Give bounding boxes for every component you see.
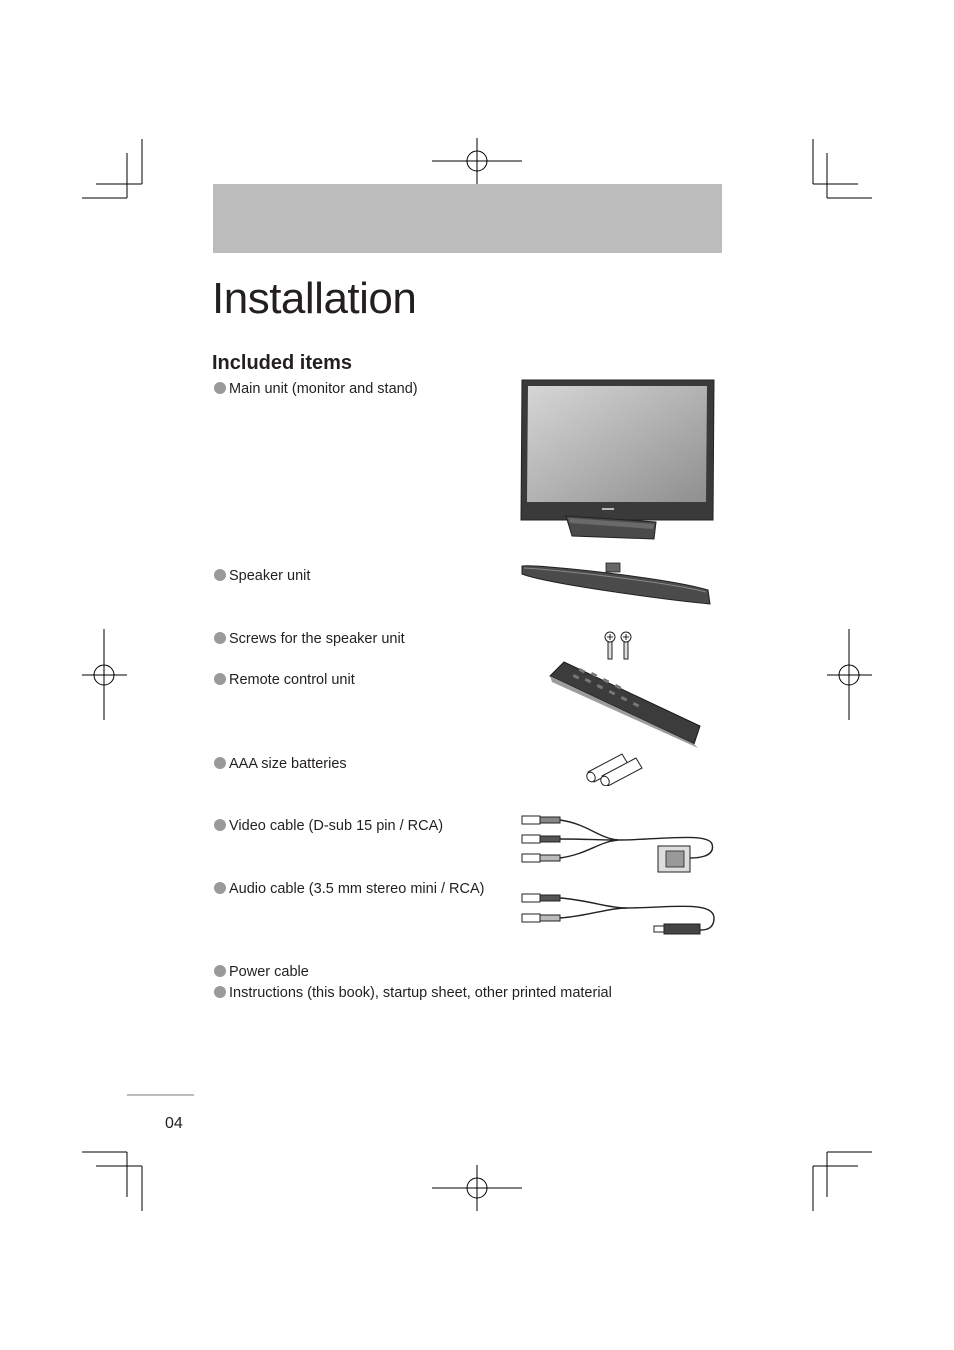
- monitor-icon: [518, 376, 716, 544]
- section-title: Included items: [212, 352, 353, 374]
- list-item-video-cable: Video cable (D-sub 15 pin / RCA): [214, 817, 443, 835]
- bullet-icon: [214, 673, 226, 685]
- bullet-icon: [214, 757, 226, 769]
- header-band: [213, 184, 722, 253]
- list-item-power-cable: Power cable: [214, 963, 309, 981]
- bullet-icon: [214, 632, 226, 644]
- remote-control-icon: [544, 656, 706, 750]
- audio-cable-icon: [518, 886, 718, 940]
- list-item-speaker-unit: Speaker unit: [214, 567, 310, 585]
- footer-rule: [127, 1094, 194, 1096]
- bullet-icon: [214, 882, 226, 894]
- bullet-icon: [214, 819, 226, 831]
- list-item-batteries: AAA size batteries: [214, 755, 347, 773]
- bullet-icon: [214, 382, 226, 394]
- page-title: Installation: [212, 274, 417, 323]
- speaker-bar-icon: [518, 560, 714, 612]
- list-item-remote: Remote control unit: [214, 671, 355, 689]
- video-cable-icon: [518, 812, 718, 876]
- list-item-audio-cable: Audio cable (3.5 mm stereo mini / RCA): [214, 880, 484, 898]
- bullet-icon: [214, 986, 226, 998]
- bullet-icon: [214, 569, 226, 581]
- list-item-screws: Screws for the speaker unit: [214, 630, 405, 648]
- page-number: 04: [165, 1115, 183, 1132]
- list-item-main-unit: Main unit (monitor and stand): [214, 380, 418, 398]
- list-item-instructions: Instructions (this book), startup sheet, other printed material: [214, 984, 612, 1002]
- bullet-icon: [214, 965, 226, 977]
- batteries-icon: [584, 750, 646, 786]
